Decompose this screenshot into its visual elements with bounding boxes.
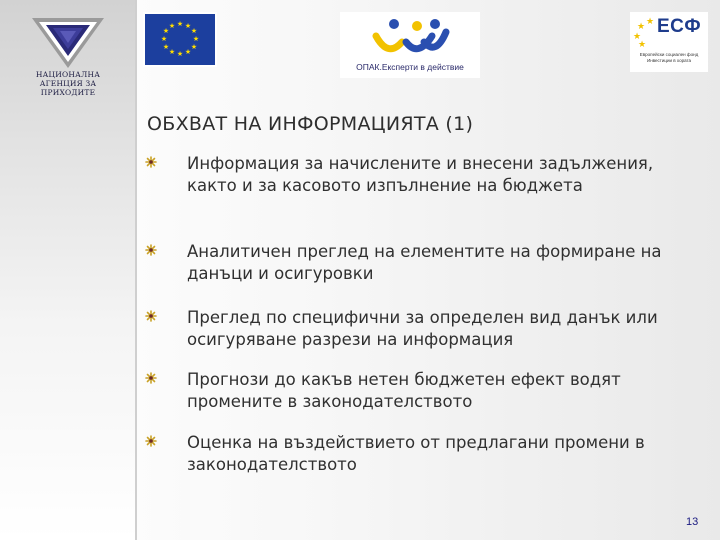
svg-text:★: ★	[632, 32, 642, 42]
bullet-text: Преглед по специфични за определен вид данък или осигуряване разрези на информация	[187, 308, 658, 349]
esf-title: ЕСФ	[657, 16, 702, 37]
svg-text:★: ★	[184, 22, 192, 30]
page-number: 13	[686, 516, 699, 528]
star-bullet-icon	[145, 435, 157, 447]
svg-text:★: ★	[162, 43, 170, 51]
agency-name: НАЦИОНАЛНА АГЕНЦИЯ ЗА ПРИХОДИТЕ	[35, 70, 101, 97]
svg-text:★: ★	[168, 48, 176, 56]
divider	[135, 0, 137, 540]
svg-text:★: ★	[168, 22, 176, 30]
esf-logo	[630, 12, 708, 72]
svg-text:★: ★	[162, 27, 170, 35]
svg-text:★: ★	[184, 48, 192, 56]
svg-text:★: ★	[636, 22, 646, 32]
svg-text:★: ★	[160, 35, 168, 43]
star-bullet-icon	[145, 372, 157, 384]
svg-text:★: ★	[645, 17, 655, 27]
opak-caption: ОПАК.Експерти в действие	[356, 62, 464, 72]
nap-logo-icon	[30, 12, 106, 70]
slide-title: ОБХВАТ НА ИНФОРМАЦИЯТА (1)	[147, 113, 474, 135]
opak-logo	[340, 12, 480, 78]
svg-text:★: ★	[176, 50, 184, 58]
svg-text:★: ★	[192, 35, 200, 43]
eu-flag-icon	[143, 12, 217, 67]
svg-text:★: ★	[637, 40, 647, 48]
bullet-text: Аналитичен преглед на елементите на формиране на данъци и осигуровки	[187, 242, 662, 283]
bullet-text: Оценка на въздействието от предлагани промени в законодателството	[187, 433, 645, 474]
bullet-text: Информация за начислените и внесени задължения, както и за касовото изпълнение на бюджета	[187, 154, 654, 195]
bullet-text: Прогнози до какъв нетен бюджетен ефект водят промените в законодателството	[187, 370, 621, 411]
star-bullet-icon	[145, 156, 157, 168]
svg-text:★: ★	[190, 43, 198, 51]
opak-figures-icon	[340, 12, 480, 62]
eu-flag-logo	[143, 12, 217, 67]
svg-text:★: ★	[176, 20, 184, 28]
esf-subtitle: Европейски социален фонд Инвестиции в хората	[639, 52, 699, 63]
left-sidebar-strip	[0, 0, 135, 540]
svg-text:★: ★	[190, 27, 198, 35]
star-bullet-icon	[145, 244, 157, 256]
star-bullet-icon	[145, 310, 157, 322]
